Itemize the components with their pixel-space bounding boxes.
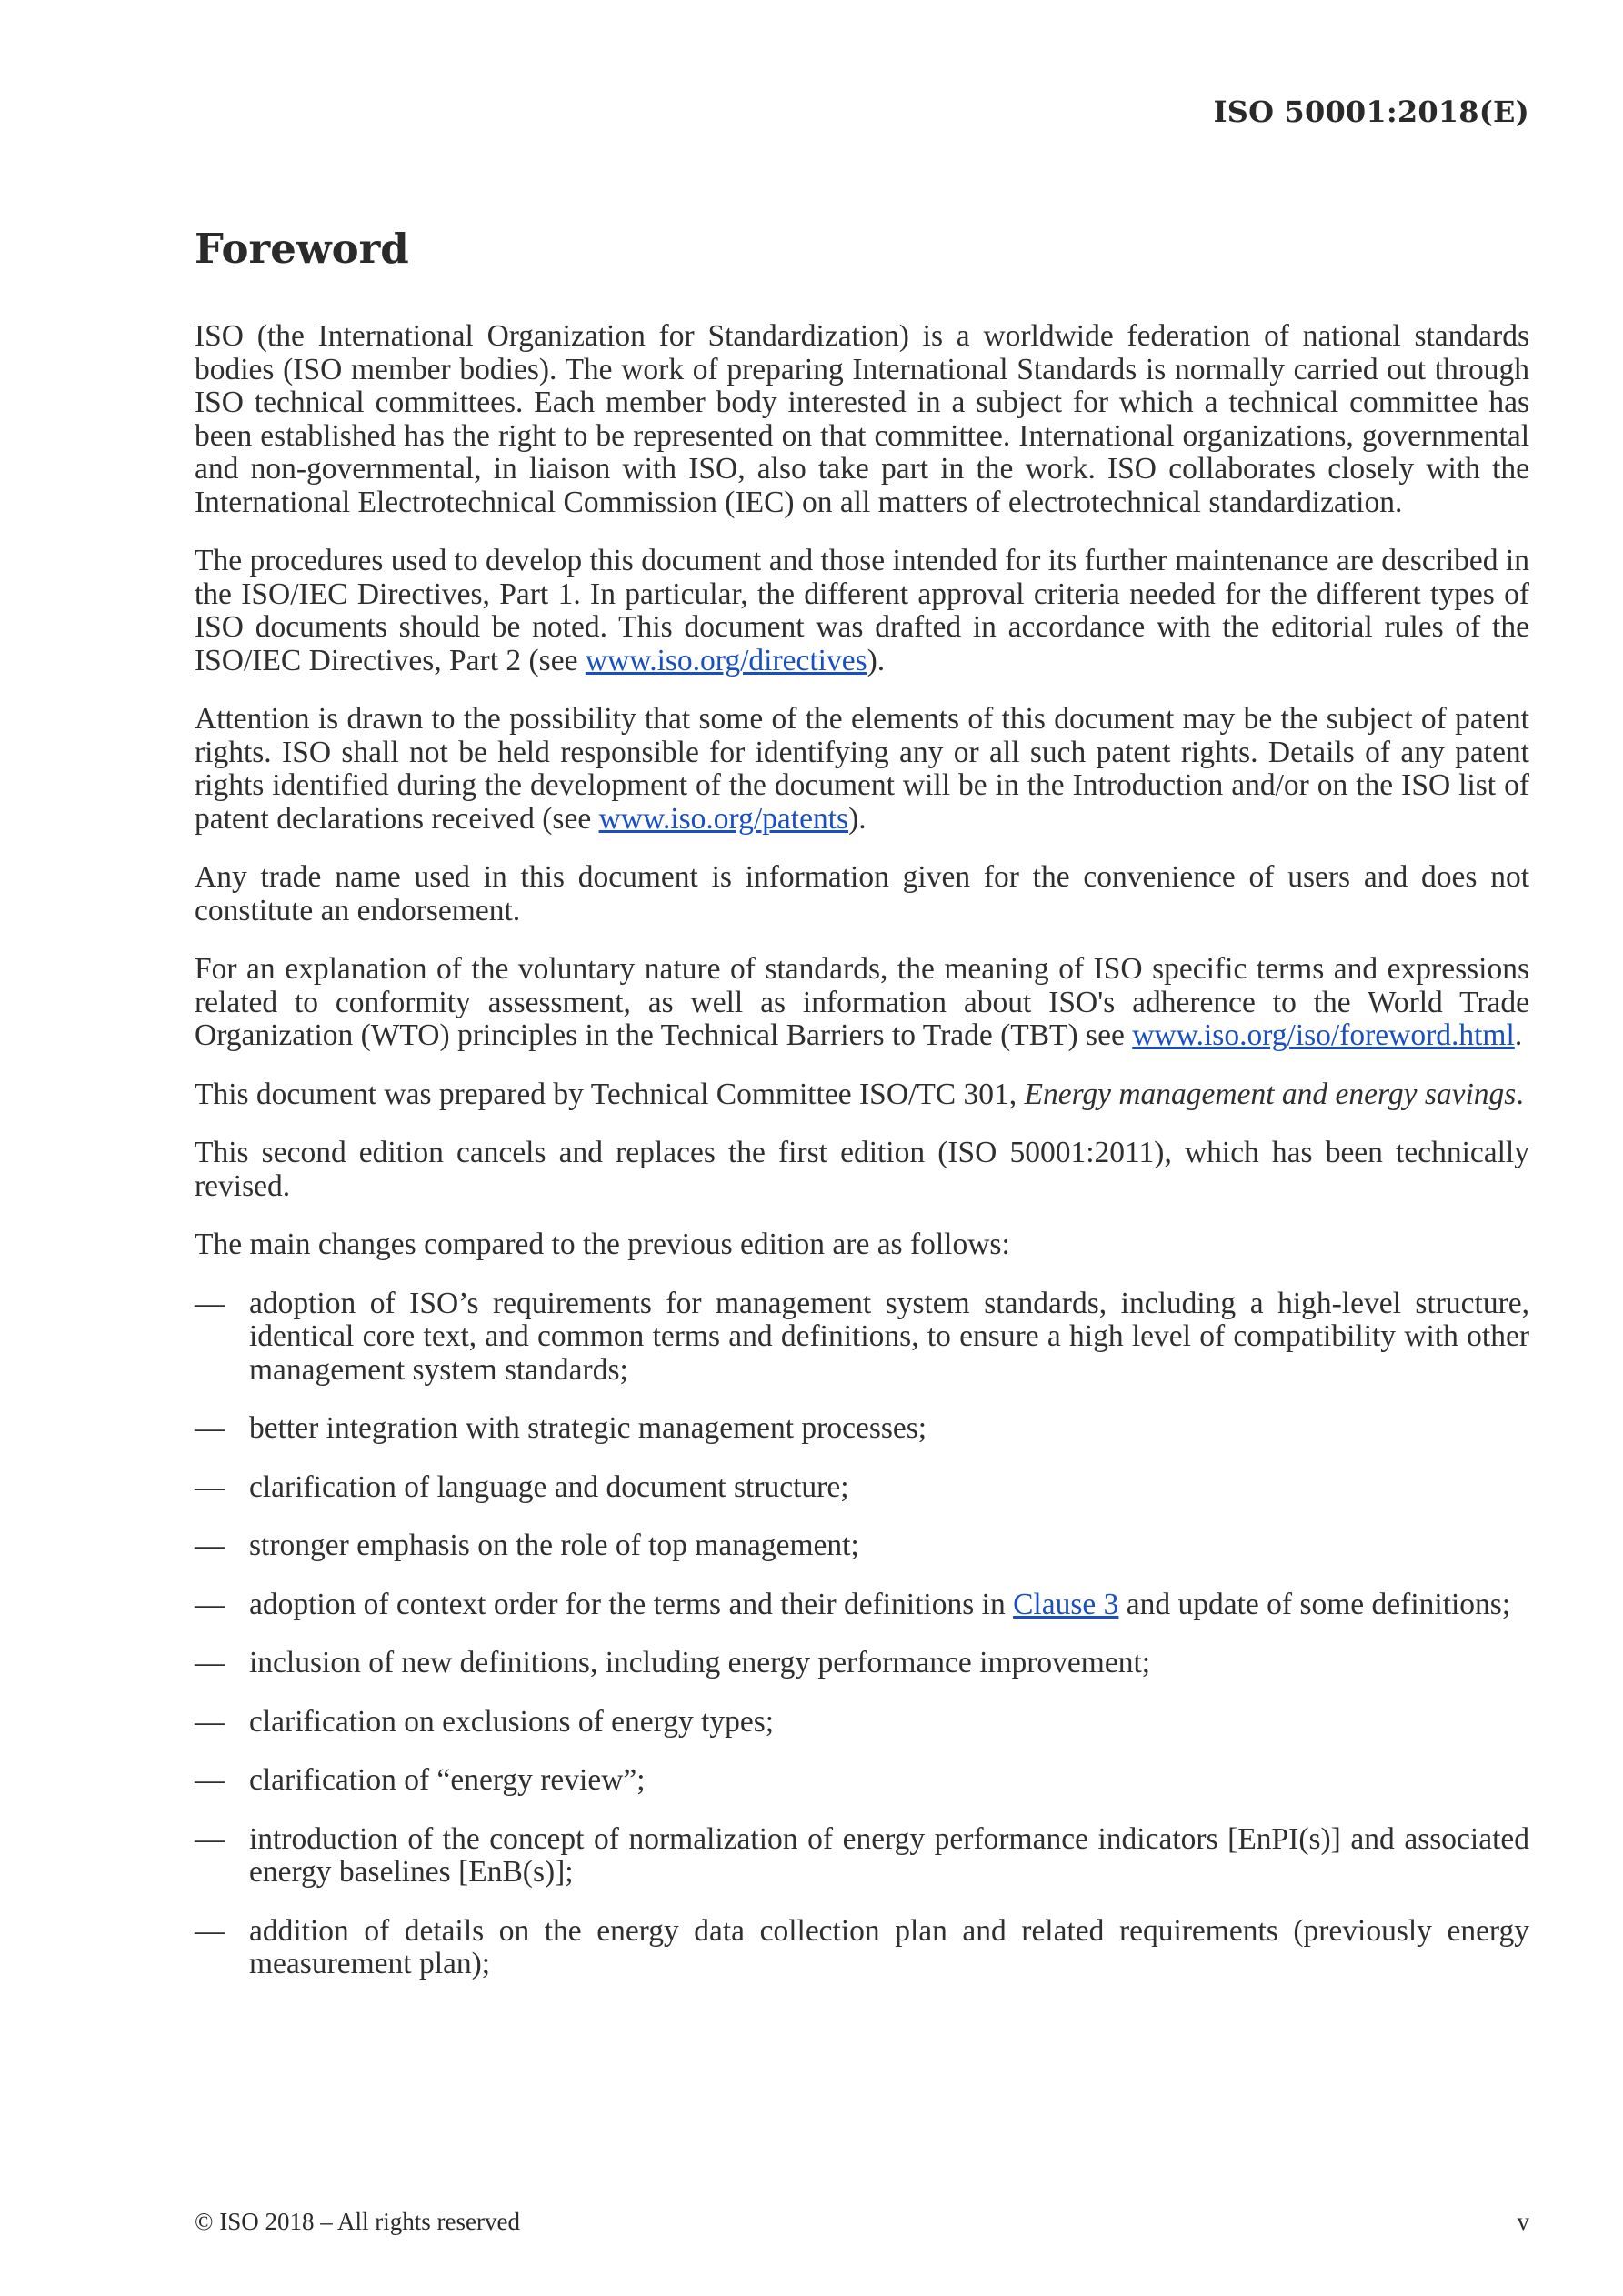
dash-bullet: —: [195, 1646, 225, 1679]
page-title: Foreword: [195, 225, 409, 273]
paragraph-main-changes-intro: The main changes compared to the previous edition are as follows:: [195, 1228, 1010, 1261]
copyright-notice: © ISO 2018 – All rights reserved: [195, 2208, 520, 2235]
dash-bullet: —: [195, 1469, 225, 1504]
list-item: — better integration with strategic management processes;: [195, 1411, 927, 1445]
document-identifier: ISO 50001:2018(E): [1213, 95, 1529, 129]
directives-link[interactable]: www.iso.org/directives: [585, 643, 867, 677]
paragraph-committee: This document was prepared by Technical Committee ISO/TC 301, Energy management and energy savings.: [195, 1077, 1524, 1111]
list-item: — adoption of ISO’s requirements for management system standards, including a high-level structure, identical core text, and common terms and definitions, to ensure a high level of compatibility with other management system standards;: [195, 1286, 1529, 1387]
dash-bullet: —: [195, 1763, 225, 1797]
list-item: — clarification of language and document structure;: [195, 1469, 849, 1504]
committee-title: Energy management and energy savings: [1024, 1077, 1517, 1111]
paragraph-voluntary-nature: For an explanation of the voluntary nature of standards, the meaning of ISO specific terms and expressions related to conformity assessment, as well as information about ISO's adherence to the World Trade Organization (WTO) principles in the Technical Barriers to Trade (TBT) see www.iso.org/iso/foreword.html.: [195, 952, 1529, 1052]
dash-bullet: —: [195, 1587, 225, 1621]
paragraph-iso-intro: ISO (the International Organization for Standardization) is a worldwide federation of national standards bodies (ISO member bodies). The work of preparing International Standards is normally carried out through ISO technical committees. Each member body interested in a subject for which a technical committee has been established has the right to be represented on that committee. International organizations, governmental and non-governmental, in liaison with ISO, also take part in the work. ISO collaborates closely with the International Electrotechnical Commission (IEC) on all matters of electrotechnical standardization.: [195, 319, 1529, 519]
dash-bullet: —: [195, 1411, 225, 1445]
list-item: — addition of details on the energy data collection plan and related requirements (previously energy measurement plan);: [195, 1913, 1529, 1980]
paragraph-procedures: The procedures used to develop this document and those intended for its further maintenance are described in the ISO/IEC Directives, Part 1. In particular, the different approval criteria needed for the different types of ISO documents should be noted. This document was drafted in accordance with the editorial rules of the ISO/IEC Directives, Part 2 (see www.iso.org/directives).: [195, 544, 1529, 677]
page-number: v: [1517, 2208, 1529, 2235]
paragraph-trade-name: Any trade name used in this document is information given for the convenience of users and does not constitute an endorsement.: [195, 860, 1529, 927]
list-item: — adoption of context order for the terms and their definitions in Clause 3 and update of some definitions;: [195, 1587, 1511, 1621]
list-item: — stronger emphasis on the role of top management;: [195, 1529, 859, 1562]
list-item: — introduction of the concept of normalization of energy performance indicators [EnPI(s)] and associated energy baselines [EnB(s)];: [195, 1821, 1529, 1889]
dash-bullet: —: [195, 1821, 225, 1856]
list-item: — clarification on exclusions of energy types;: [195, 1704, 775, 1739]
dash-bullet: —: [195, 1913, 225, 1948]
paragraph-patent-rights: Attention is drawn to the possibility that some of the elements of this document may be the subject of patent rights. ISO shall not be held responsible for identifying any or all such patent rights. Details of any patent rights identified during the development of the document will be in the Introduction and/or on the ISO list of patent declarations received (see www.iso.org/patents).: [195, 702, 1529, 836]
list-item: — clarification of “energy review”;: [195, 1763, 646, 1797]
foreword-body: [195, 320, 1529, 2007]
dash-bullet: —: [195, 1286, 225, 1320]
dash-bullet: —: [195, 1704, 225, 1739]
paragraph-edition: This second edition cancels and replaces the first edition (ISO 50001:2011), which has been technically revised.: [195, 1136, 1529, 1203]
clause-3-link[interactable]: Clause 3: [1013, 1587, 1119, 1621]
list-item: — inclusion of new definitions, including energy performance improvement;: [195, 1646, 1151, 1679]
changes-list: [195, 1288, 1529, 1981]
patents-link[interactable]: www.iso.org/patents: [598, 801, 849, 836]
dash-bullet: —: [195, 1529, 225, 1562]
foreword-info-link[interactable]: www.iso.org/iso/foreword.html: [1132, 1018, 1515, 1052]
